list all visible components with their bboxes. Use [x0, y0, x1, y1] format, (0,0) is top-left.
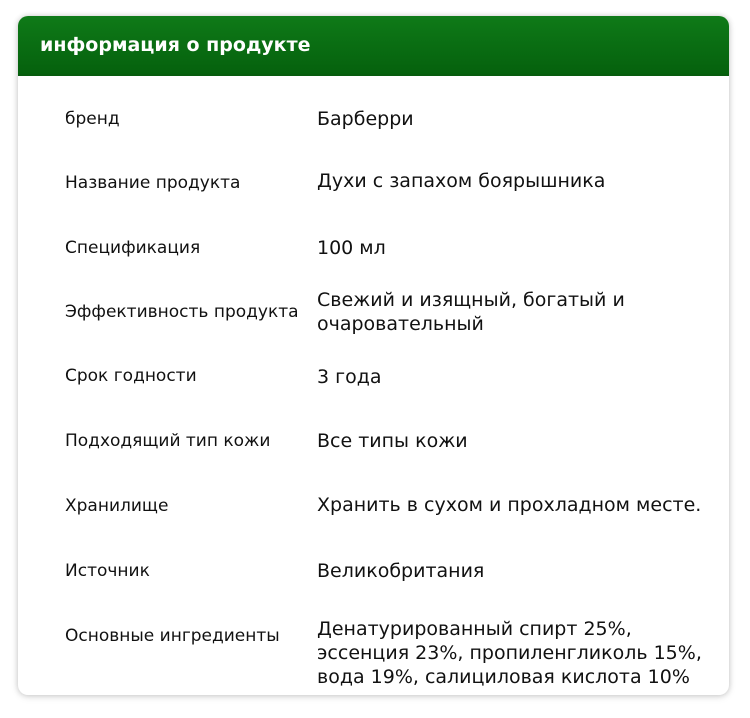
row-label: Основные ингредиенты [65, 626, 280, 646]
row-label: Эффективность продукта [65, 302, 299, 322]
row-value: Хранить в сухом и прохладном месте. [317, 494, 702, 516]
card-header [18, 16, 729, 76]
row-label: бренд [65, 109, 120, 129]
row-value: 3 года [317, 366, 382, 388]
row-label: Название продукта [65, 173, 241, 193]
row-value: Духи с запахом боярышника [317, 170, 606, 192]
row-label: Источник [65, 561, 150, 581]
row-value: Барберри [317, 108, 414, 130]
row-value: Свежий и изящный, богатый и очаровательный [317, 289, 625, 335]
product-info-card [18, 16, 729, 695]
row-label: Спецификация [65, 238, 201, 258]
row-label: Подходящий тип кожи [65, 431, 271, 451]
row-value: Великобритания [317, 560, 485, 582]
header-title: информация о продукте [40, 34, 311, 56]
row-label: Хранилище [65, 496, 169, 516]
row-value: Денатурированный спирт 25%, эссенция 23%, пропиленгликоль 15%, вода 19%, салициловая кислота 10% [317, 618, 702, 688]
row-label: Срок годности [65, 366, 197, 386]
row-value: 100 мл [317, 237, 386, 259]
row-value: Все типы кожи [317, 430, 468, 452]
